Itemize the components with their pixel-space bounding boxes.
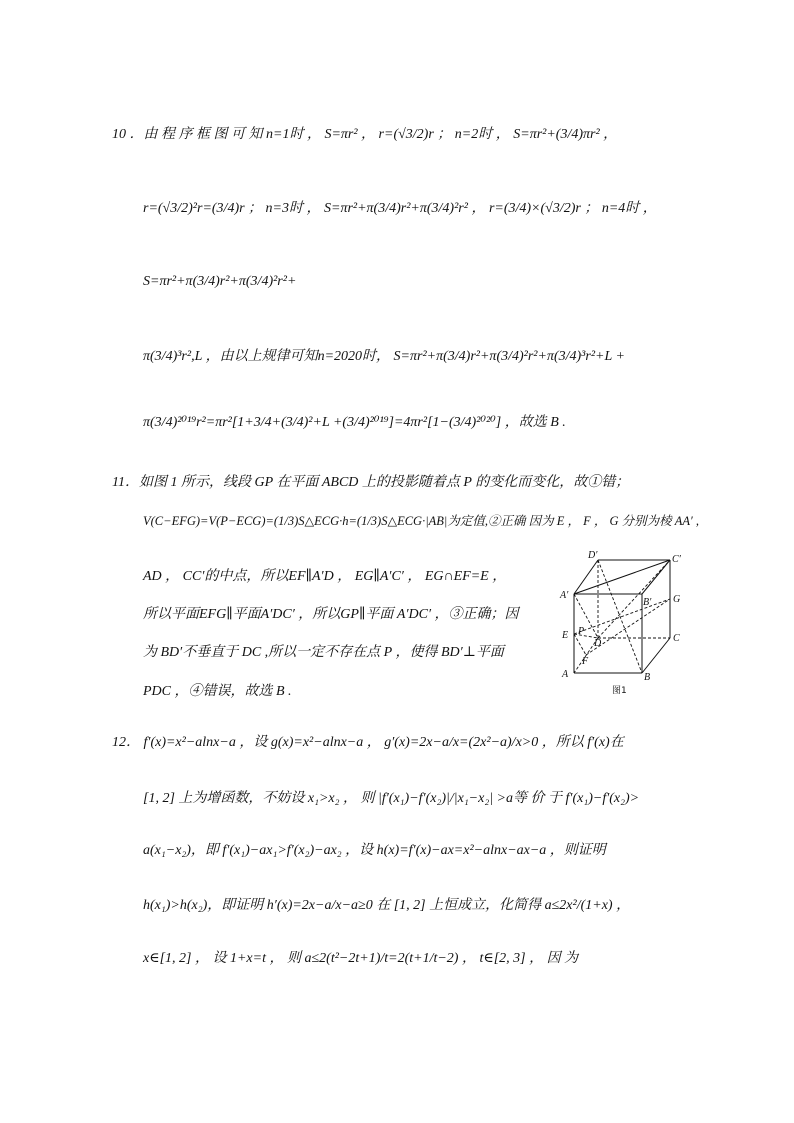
text-line-14: a(x₁−x₂)，即 f′(x₁)−ax₁>f′(x₂)−ax₂ ，设 h(x)=f′(x)−ax=x²−alnx−ax−a ，则证明 bbox=[143, 843, 606, 858]
label-e: E bbox=[562, 630, 569, 641]
text-line-6: 11．如图 1 所示，线段 GP 在平面 ABCD 上的投影随着点 P 的变化而变化，故①错； bbox=[112, 475, 630, 490]
text-line-7: V(C−EFG)=V(P−ECG)=(1/3)S△ECG·h=(1/3)S△ECG·|AB|为定值,②正确 因为 E ， F ， G 分别为棱 AA′ , bbox=[143, 514, 700, 528]
text-line-16: x∈[1, 2] ， 设 1+x=t ， 则 a≤2(t²−2t+1)/t=2(t+1/t−2) ， t∈[2, 3] ， 因 为 bbox=[143, 951, 579, 966]
cube-figure bbox=[552, 548, 692, 698]
text-line-13: [1, 2] 上为增函数，不妨设 x₁>x₂ ， 则 |f′(x₁)−f′(x₂)|/|x₁−x₂| >a等 价 于 f′(x₁)−f′(x₂)> bbox=[143, 791, 640, 806]
label-g: G bbox=[673, 594, 681, 605]
label-cp: C′ bbox=[672, 554, 681, 565]
label-b: B bbox=[644, 672, 651, 683]
text-line-4: π(3/4)³r²,L ，由以上规律可知n=2020时， S=πr²+π(3/4)r²+π(3/4)²r²+π(3/4)³r²+L + bbox=[143, 349, 625, 364]
label-bp: B′ bbox=[643, 597, 652, 608]
text-line-3: S=πr²+π(3/4)r²+π(3/4)²r²+ bbox=[143, 274, 297, 289]
text-line-2: r=(√3/2)²r=(3/4)r ； n=3时 ， S=πr²+π(3/4)r²+π(3/4)²r² ， r=(3/4)×(√3/2)r ； n=4时 ， bbox=[143, 201, 657, 216]
label-a: A bbox=[562, 669, 569, 680]
text-line-15: h(x₁)>h(x₂)，即证明 h′(x)=2x−a/x−a≥0 在 [1, 2] 上恒成立，化简得 a≤2x²/(1+x) ， bbox=[143, 898, 631, 913]
label-f: F bbox=[582, 656, 589, 667]
text-line-9: 所以平面EFG∥平面A′DC′ ，所以GP∥平面 A′DC′ ，③正确；因 bbox=[143, 607, 519, 622]
text-line-8: AD ， CC′的中点，所以EF∥A′D ， EG∥A′C′ ， EG∩EF=E ， bbox=[143, 569, 507, 584]
label-d: D bbox=[594, 638, 602, 649]
label-p: P bbox=[578, 626, 585, 637]
text-line-5: π(3/4)²⁰¹⁹r²=πr²[1+3/4+(3/4)²+L +(3/4)²⁰¹⁹]=4πr²[1−(3/4)²⁰²⁰] ，故选 B . bbox=[143, 415, 566, 430]
label-c: C bbox=[673, 633, 680, 644]
text-line-10: 为 BD′不垂直于 DC ,所以一定不存在点 P ，使得 BD′⊥平面 bbox=[143, 645, 504, 660]
figure-caption: 图1 bbox=[612, 686, 627, 696]
label-dp: D′ bbox=[588, 550, 598, 561]
label-ap: A′ bbox=[560, 590, 569, 601]
text-line-1: 10 ．由 程 序 框 图 可 知 n=1时 ， S=πr² ， r=(√3/2)r ； n=2时 ， S=πr²+(3/4)πr² ， bbox=[112, 127, 618, 142]
text-line-12: 12． f′(x)=x²−alnx−a ，设 g(x)=x²−alnx−a ， g′(x)=2x−a/x=(2x²−a)/x>0 ，所以 f′(x)在 bbox=[112, 735, 624, 750]
text-line-11: PDC ，④错误，故选 B . bbox=[143, 684, 292, 699]
